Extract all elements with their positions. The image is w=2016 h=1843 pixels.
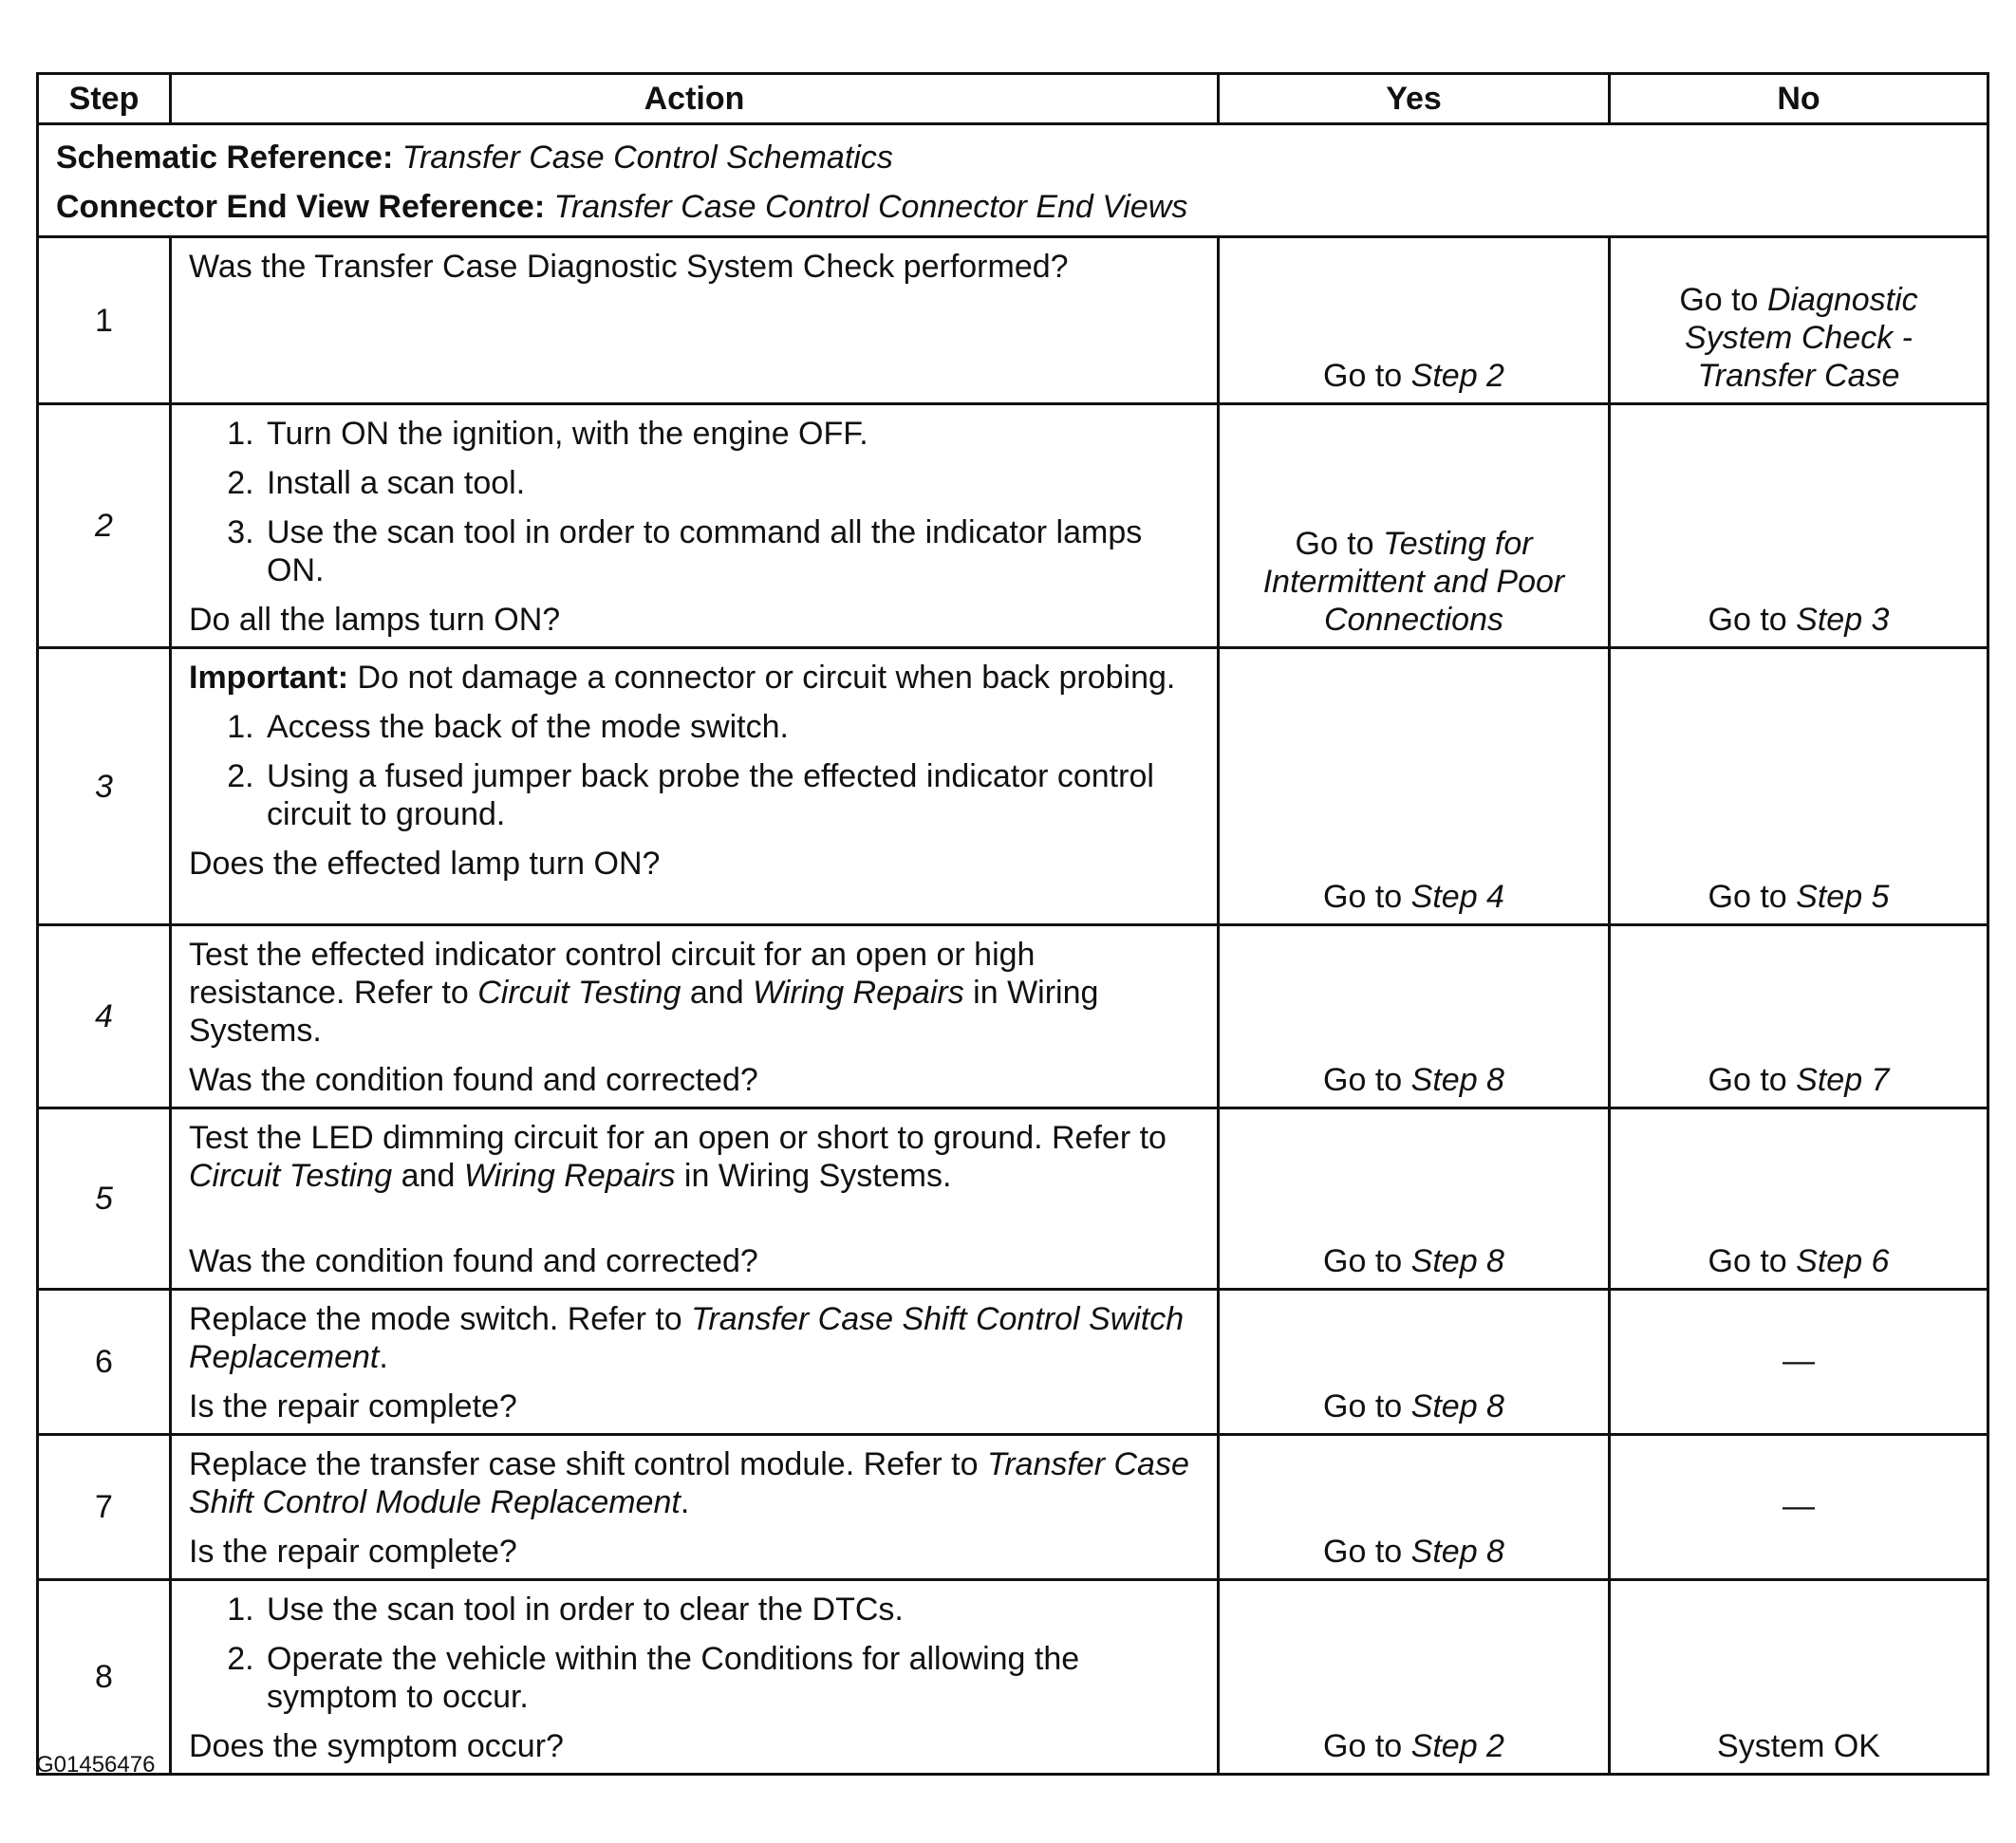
action-question: Do all the lamps turn ON? [189,602,561,638]
list-item: 1. Use the scan tool in order to clear the DTCs. [263,1591,1200,1629]
no-cell [1610,925,1988,1108]
schematic-reference-link[interactable]: Transfer Case Control Schematics [401,140,893,176]
yes-link[interactable]: Step 2 [1410,358,1504,394]
important-text: Do not damage a connector or circuit when back probing. [357,660,1176,696]
no-prefix: Go to [1708,1062,1787,1098]
yes-prefix: Go to [1323,1388,1403,1424]
no-prefix: Go to [1708,1243,1787,1279]
list-item: 2. Operate the vehicle within the Conditions for allowing the symptom to occur. [263,1640,1200,1716]
table-row [38,1290,1988,1435]
action-text: Replace the mode switch. Refer to [189,1301,682,1337]
table-row [38,1580,1988,1775]
list-item: 2. Install a scan tool. [263,464,1200,502]
action-text: Test the LED dimming circuit for an open or short to ground. Refer to [189,1120,1167,1156]
no-prefix: Go to [1708,602,1787,638]
table-row [38,1108,1988,1290]
action-question: Does the symptom occur? [189,1728,564,1764]
step-number: 7 [38,1435,171,1580]
table-row [38,237,1988,404]
yes-link[interactable]: Step 2 [1410,1728,1504,1764]
schematic-reference [56,133,1969,182]
yes-link[interactable]: Step 8 [1410,1388,1504,1424]
action-question: Does the effected lamp turn ON? [189,846,661,882]
list-item: 1. Turn ON the ignition, with the engine OFF. [263,415,1200,453]
action-steps-list [189,708,1200,833]
no-result: System OK [1717,1728,1880,1764]
yes-prefix: Go to [1295,526,1374,562]
action-steps-list [189,415,1200,589]
action-cell [171,1435,1219,1580]
yes-cell [1219,404,1610,648]
step-number: 4 [38,925,171,1108]
yes-link[interactable]: Step 8 [1410,1243,1504,1279]
no-prefix: Go to [1708,879,1787,915]
action-steps-list [189,1591,1200,1716]
yes-cell [1219,1290,1610,1435]
header-row [38,74,1988,124]
no-link[interactable]: Step 6 [1796,1243,1890,1279]
reference-row [38,124,1988,237]
yes-prefix: Go to [1323,1243,1403,1279]
reference-cell [38,124,1988,237]
yes-prefix: Go to [1323,358,1403,394]
action-cell [171,925,1219,1108]
wiring-repairs-link[interactable]: Wiring Repairs [463,1158,676,1194]
step-number: 3 [38,648,171,925]
yes-cell [1219,1580,1610,1775]
action-cell [171,404,1219,648]
no-cell [1610,648,1988,925]
no-dash: — [1783,1488,1815,1524]
action-cell [171,648,1219,925]
table-row [38,925,1988,1108]
yes-link[interactable]: Testing for Intermittent and Poor Connections [1262,526,1565,638]
list-item: 1. Access the back of the mode switch. [263,708,1200,746]
action-description: Replace the transfer case shift control module. Refer to Transfer Case Shift Control Module Replacement. [189,1446,1189,1520]
action-description [189,1119,1200,1195]
yes-prefix: Go to [1323,879,1403,915]
action-question: Was the condition found and corrected? [189,1243,758,1279]
action-cell [171,1290,1219,1435]
header-yes: Yes [1219,74,1610,124]
no-link[interactable]: Step 3 [1796,602,1890,638]
step-number: 5 [38,1108,171,1290]
action-question: Was the Transfer Case Diagnostic System Check performed? [189,249,1069,285]
diagnostic-table [36,72,1989,1776]
yes-prefix: Go to [1323,1534,1403,1570]
connector-reference-label: Connector End View Reference: [56,189,546,225]
no-cell [1610,404,1988,648]
circuit-testing-link[interactable]: Circuit Testing [477,975,681,1011]
yes-cell [1219,925,1610,1108]
action-text: and [401,1158,456,1194]
yes-cell [1219,237,1610,404]
action-description [189,936,1200,1050]
yes-link[interactable]: Step 4 [1410,879,1504,915]
wiring-repairs-link[interactable]: Wiring Repairs [753,975,964,1011]
no-cell [1610,1580,1988,1775]
list-item: 3. Use the scan tool in order to command all the indicator lamps ON. [263,513,1200,589]
connector-reference [56,182,1969,232]
circuit-testing-link[interactable]: Circuit Testing [189,1158,393,1194]
switch-replacement-link[interactable]: Transfer Case Shift Control Switch Replacement [189,1301,1185,1375]
no-dash: — [1783,1343,1815,1379]
action-cell [171,1580,1219,1775]
yes-cell [1219,1435,1610,1580]
table-row [38,404,1988,648]
header-step: Step [38,74,171,124]
step-number: 6 [38,1290,171,1435]
action-cell [171,237,1219,404]
action-text: Test the effected indicator control circuit for an open or high resistance. Refer to [189,937,1036,1011]
no-cell [1610,1290,1988,1435]
step-number: 2 [38,404,171,648]
action-text: and [689,975,744,1011]
no-cell [1610,237,1988,404]
no-cell [1610,1435,1988,1580]
connector-reference-link[interactable]: Transfer Case Control Connector End Views [553,189,1188,225]
step-number: 1 [38,237,171,404]
no-cell [1610,1108,1988,1290]
yes-prefix: Go to [1323,1062,1403,1098]
yes-link[interactable]: Step 8 [1410,1062,1504,1098]
yes-cell [1219,648,1610,925]
no-link[interactable]: Step 7 [1796,1062,1890,1098]
action-question: Was the condition found and corrected? [189,1062,758,1098]
yes-link[interactable]: Step 8 [1410,1534,1504,1570]
header-action: Action [171,74,1219,124]
schematic-reference-label: Schematic Reference: [56,140,394,176]
figure-id: G01456476 [36,1752,156,1778]
action-text: in Wiring Systems. [683,1158,952,1194]
no-link[interactable]: Step 5 [1796,879,1890,915]
header-no: No [1610,74,1988,124]
no-link[interactable]: Diagnostic System Check - Transfer Case [1685,282,1918,394]
action-description: Replace the mode switch. Refer to Transfer Case Shift Control Switch Replacement. [189,1301,1185,1375]
table-row [38,1435,1988,1580]
table-row [38,648,1988,925]
module-replacement-link[interactable]: Transfer Case Shift Control Module Replacement [189,1446,1189,1520]
list-item: 2. Using a fused jumper back probe the effected indicator control circuit to ground. [263,757,1200,833]
action-cell [171,1108,1219,1290]
action-question: Is the repair complete? [189,1388,517,1424]
important-note [189,659,1200,697]
no-prefix: Go to [1679,282,1759,318]
action-question: Is the repair complete? [189,1534,517,1570]
yes-cell [1219,1108,1610,1290]
step-number: 8 [38,1580,171,1775]
action-text: Replace the transfer case shift control module. Refer to [189,1446,979,1482]
yes-prefix: Go to [1323,1728,1403,1764]
important-label: Important: [189,660,349,696]
action-text: in Wiring Systems. [189,975,1099,1049]
